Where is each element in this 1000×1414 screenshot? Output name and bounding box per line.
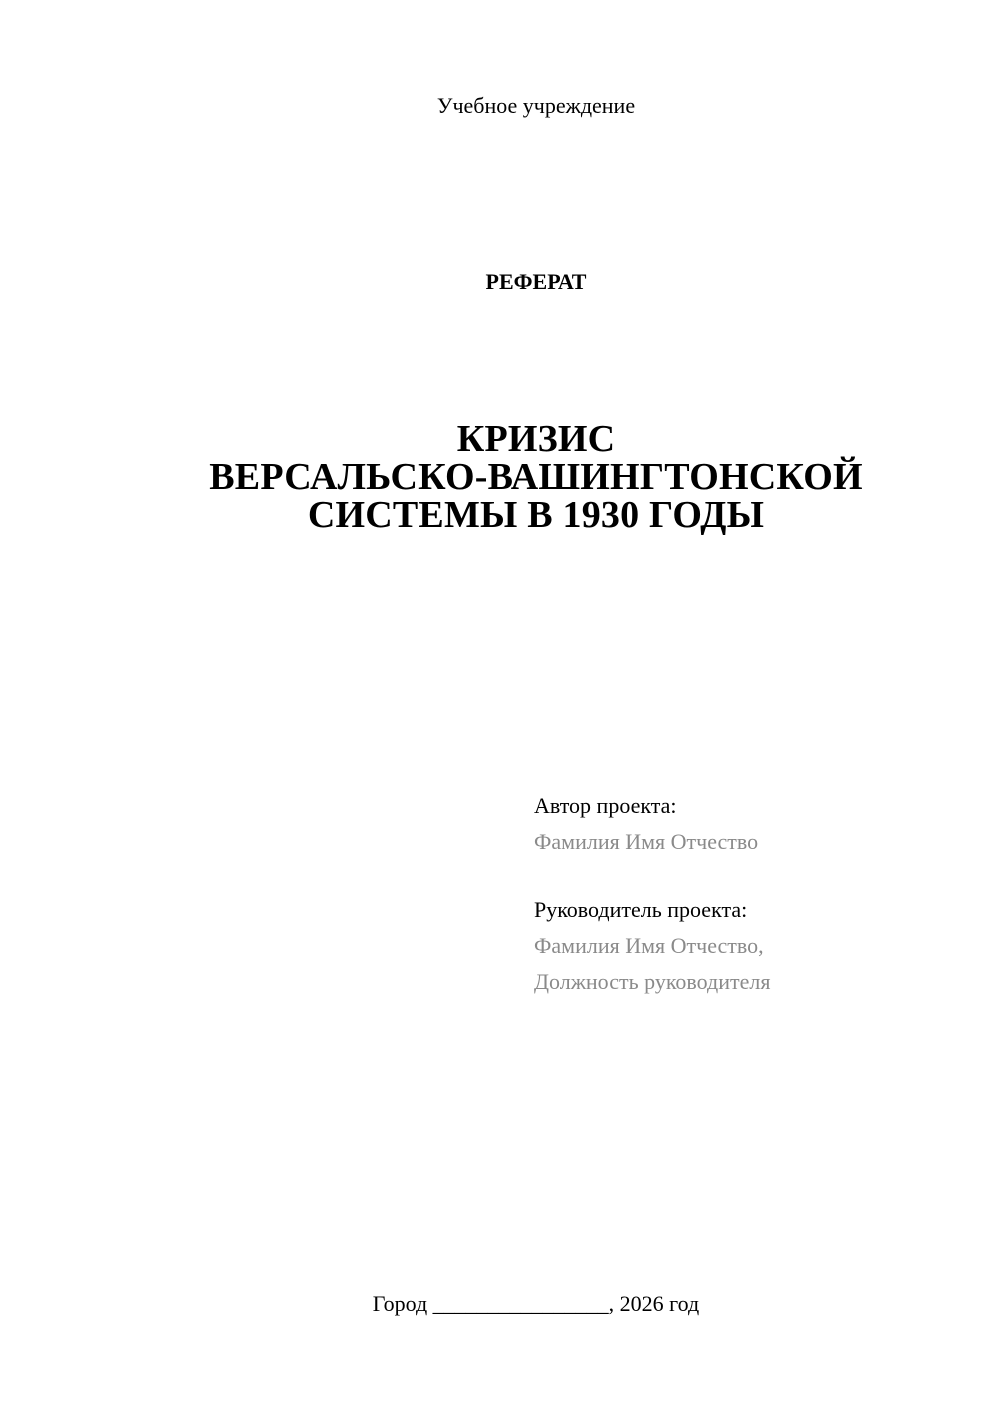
title-line-3: СИСТЕМЫ В 1930 ГОДЫ [307,494,765,536]
credits-spacer [534,860,974,892]
author-label: Автор проекта: [534,793,677,818]
institution-name: Учебное учреждение [436,93,636,118]
document-title [0,420,1000,534]
supervisor-position: Должность руководителя [534,969,771,994]
title-line-2: ВЕРСАЛЬСКО-ВАШИНГТОНСКОЙ [209,456,863,498]
supervisor-label: Руководитель проекта: [534,897,748,922]
credits-block [534,788,974,1000]
city-year-line: Город ________________, 2026 год [372,1291,700,1316]
supervisor-name: Фамилия Имя Отчество, [534,933,764,958]
author-name: Фамилия Имя Отчество [534,829,759,854]
title-line-1: КРИЗИС [456,418,616,460]
document-type: РЕФЕРАТ [485,269,587,294]
